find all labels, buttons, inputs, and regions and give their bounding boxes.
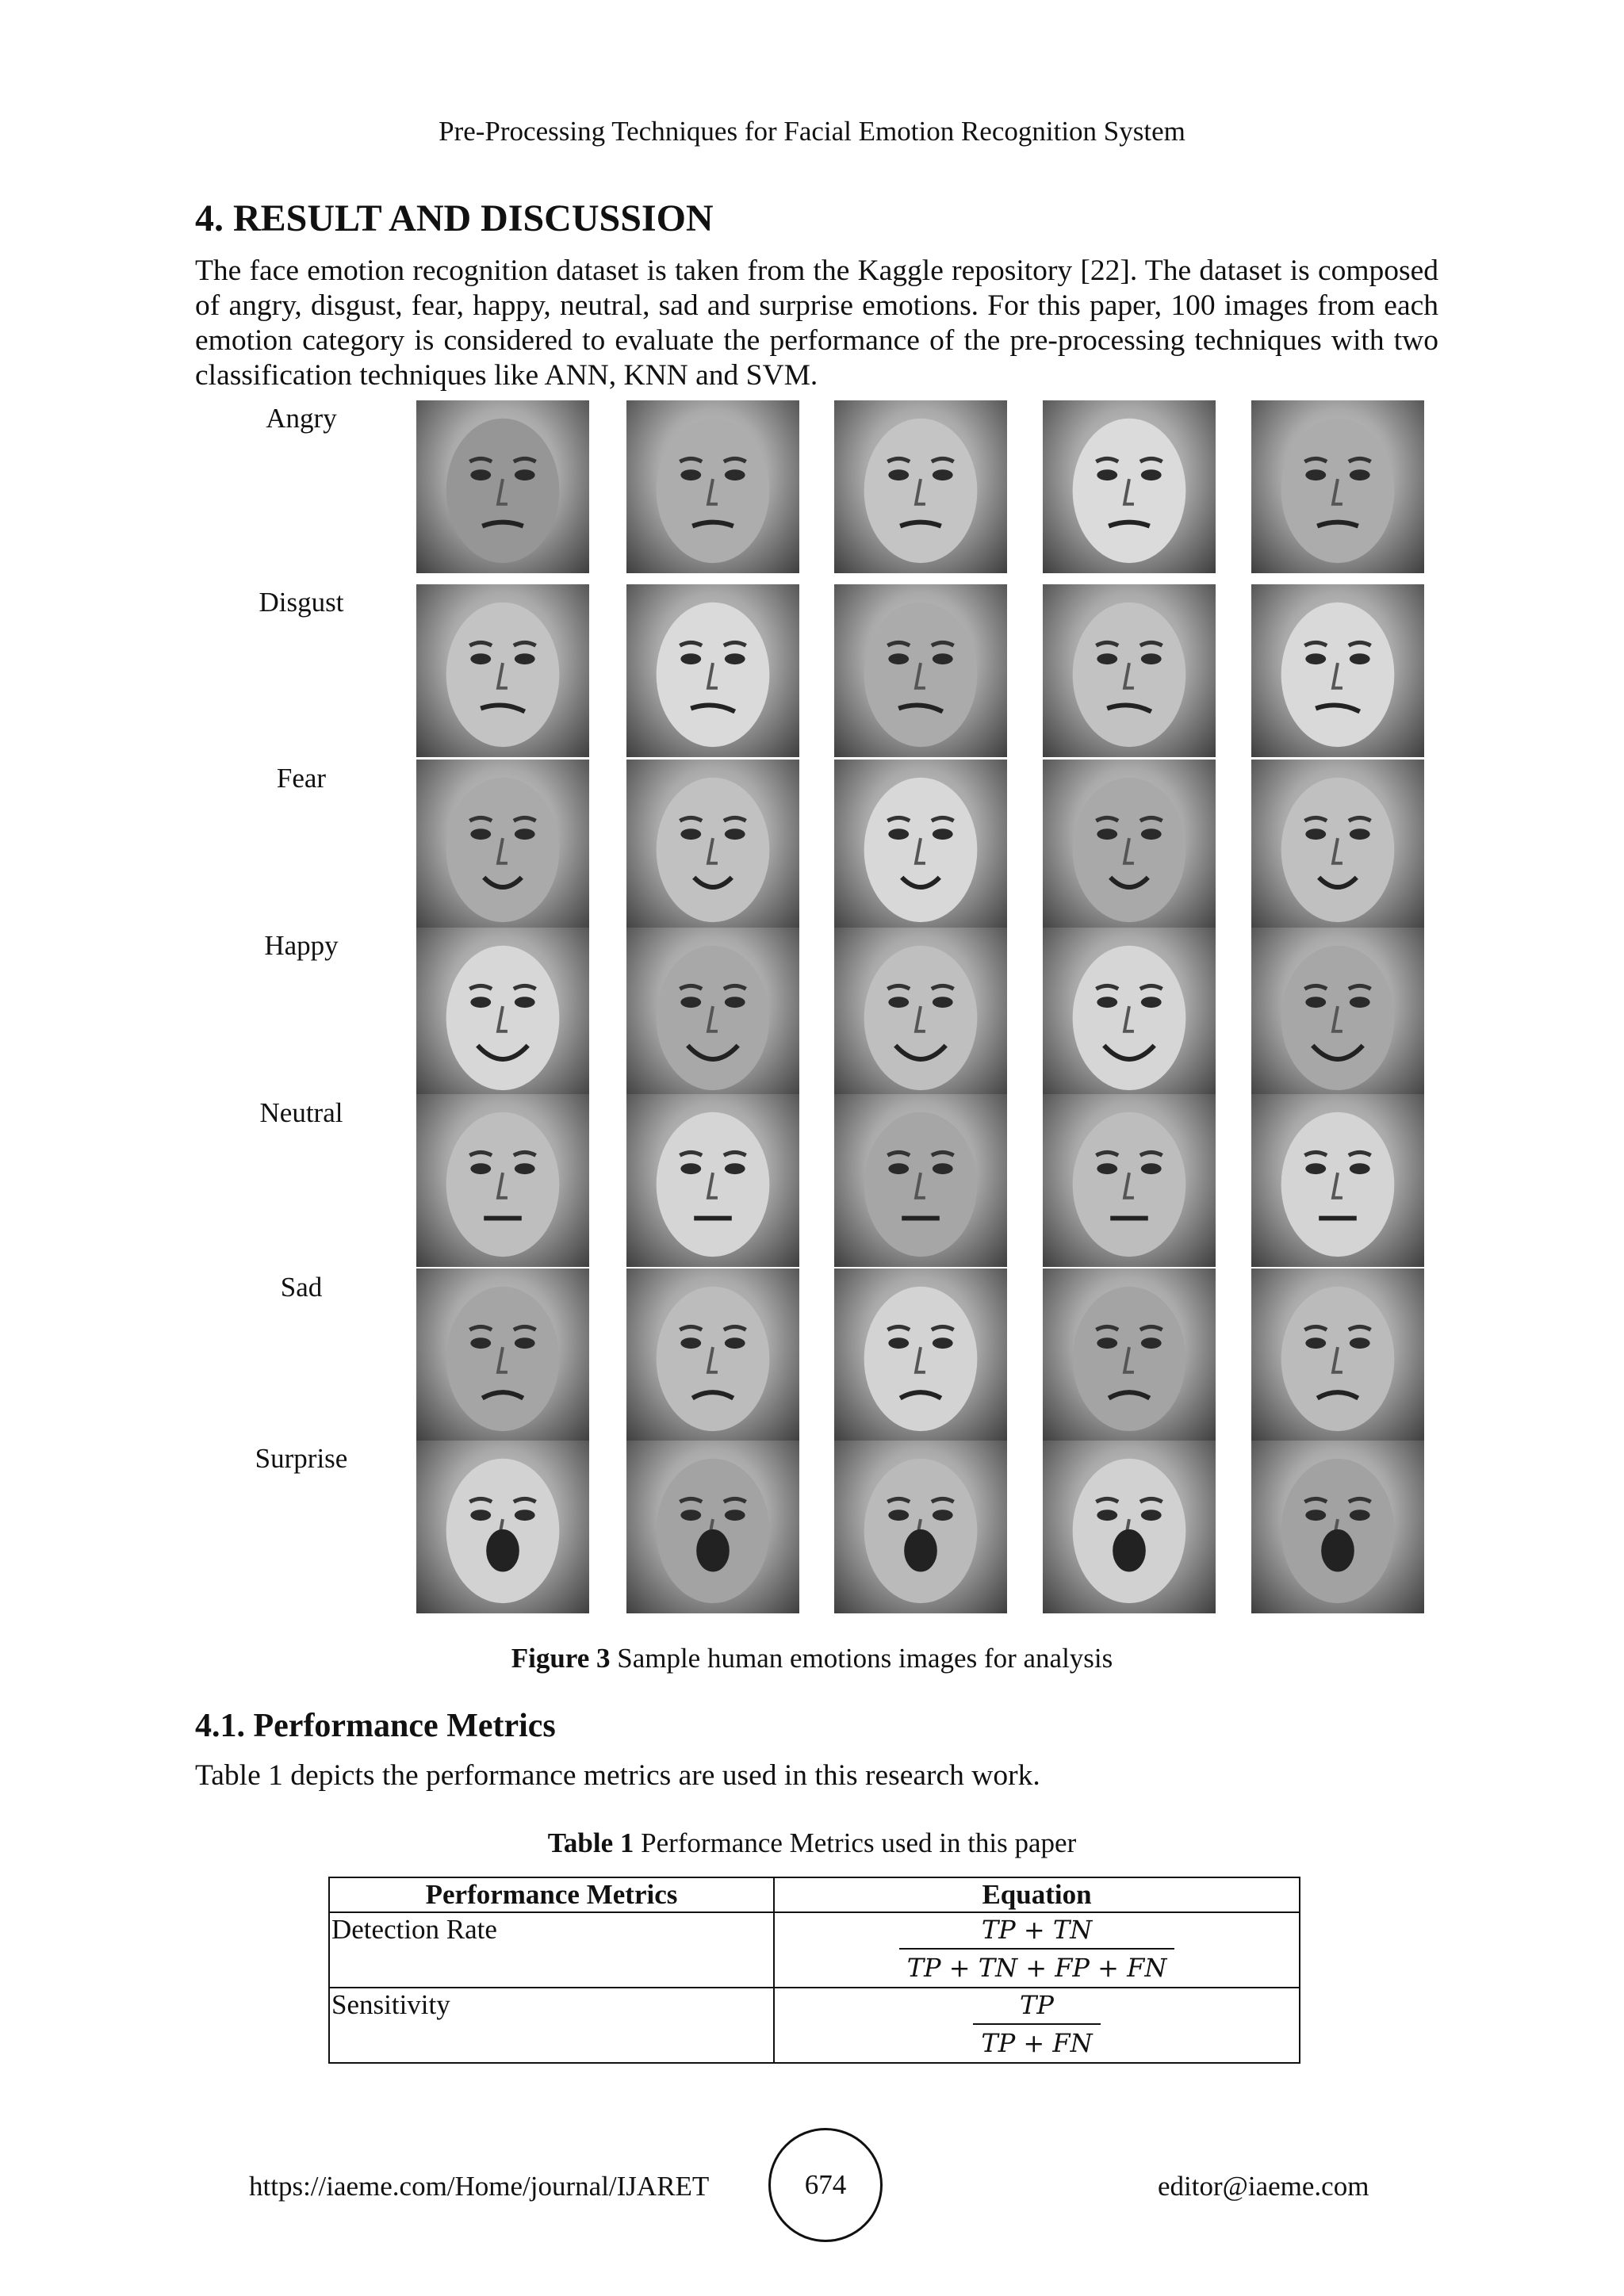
face-image-neutral xyxy=(626,1094,799,1267)
face-image-sad xyxy=(1251,1269,1424,1441)
face-image-disgust xyxy=(834,584,1007,757)
face-image-angry xyxy=(1251,400,1424,573)
metric-equation xyxy=(774,1988,1300,2063)
footer-email: editor@iaeme.com xyxy=(1158,2171,1369,2202)
table-header-row xyxy=(329,1877,1300,1912)
face-image-angry xyxy=(416,400,589,573)
face-image-sad xyxy=(626,1269,799,1441)
face-image-fear xyxy=(834,760,1007,932)
fraction-denominator: TP + FN xyxy=(973,2023,1100,2058)
face-image-fear xyxy=(626,760,799,932)
face-image-disgust xyxy=(1251,584,1424,757)
fraction-denominator: TP + TN + FP + FN xyxy=(899,1948,1175,1983)
face-image-disgust xyxy=(416,584,589,757)
face-image-angry xyxy=(1043,400,1216,573)
face-image-neutral xyxy=(834,1094,1007,1267)
face-image-disgust xyxy=(626,584,799,757)
face-image-sad xyxy=(834,1269,1007,1441)
face-image-sad xyxy=(416,1269,589,1441)
table-row xyxy=(329,1988,1300,2063)
fraction-numerator: TP xyxy=(1020,1990,1054,2020)
footer-url: https://iaeme.com/Home/journal/IJARET xyxy=(249,2171,710,2202)
face-image-surprise xyxy=(416,1441,589,1613)
table-header-equation: Equation xyxy=(774,1877,1300,1912)
subsection-paragraph: Table 1 depicts the performance metrics are used in this research work. xyxy=(195,1759,1040,1792)
face-image-angry xyxy=(834,400,1007,573)
face-image-fear xyxy=(1043,760,1216,932)
row-label-surprise: Surprise xyxy=(255,1443,348,1474)
table-caption-label: Table 1 xyxy=(547,1827,634,1858)
table-header-metric: Performance Metrics xyxy=(329,1877,774,1912)
face-image-fear xyxy=(1251,760,1424,932)
face-image-happy xyxy=(1251,928,1424,1100)
face-image-fear xyxy=(416,760,589,932)
metric-name: Detection Rate xyxy=(329,1912,774,1988)
fraction xyxy=(973,1990,1100,2058)
figure-caption xyxy=(0,1643,1624,1674)
face-image-angry xyxy=(626,400,799,573)
page-number-text: 674 xyxy=(804,2169,847,2200)
figure-caption-label: Figure 3 xyxy=(511,1643,611,1674)
running-header: Pre-Processing Techniques for Facial Emotion Recognition System xyxy=(439,116,1185,147)
face-image-disgust xyxy=(1043,584,1216,757)
face-image-surprise xyxy=(626,1441,799,1613)
fraction xyxy=(899,1915,1175,1983)
face-image-surprise xyxy=(834,1441,1007,1613)
row-label-fear: Fear xyxy=(276,763,327,794)
page-number xyxy=(768,2128,883,2242)
fraction-numerator: TP + TN xyxy=(981,1915,1093,1945)
table-row xyxy=(329,1912,1300,1988)
section-paragraph: The face emotion recognition dataset is taken from the Kaggle repository [22]. The dataset is composed of angry, disgust, fear, happy, neutral, sad and surprise emotions. For this paper, 100 images from each emotion category is considered to evaluate the performance of the pre-processing techniques with two classification techniques like ANN, KNN and SVM. xyxy=(195,254,1438,392)
table-caption xyxy=(0,1827,1624,1859)
metric-equation xyxy=(774,1912,1300,1988)
face-image-sad xyxy=(1043,1269,1216,1441)
face-image-happy xyxy=(416,928,589,1100)
face-image-neutral xyxy=(416,1094,589,1267)
face-image-neutral xyxy=(1251,1094,1424,1267)
row-label-neutral: Neutral xyxy=(259,1097,343,1128)
face-image-neutral xyxy=(1043,1094,1216,1267)
face-image-happy xyxy=(834,928,1007,1100)
metric-name: Sensitivity xyxy=(329,1988,774,2063)
face-image-happy xyxy=(1043,928,1216,1100)
face-image-surprise xyxy=(1251,1441,1424,1613)
section-title: 4. RESULT AND DISCUSSION xyxy=(195,197,714,239)
performance-metrics-table xyxy=(328,1877,1300,2064)
row-label-happy: Happy xyxy=(264,930,339,961)
table-caption-text: Performance Metrics used in this paper xyxy=(634,1827,1077,1858)
row-label-sad: Sad xyxy=(280,1272,323,1303)
row-label-angry: Angry xyxy=(266,403,337,434)
face-image-surprise xyxy=(1043,1441,1216,1613)
subsection-title: 4.1. Performance Metrics xyxy=(195,1708,556,1744)
row-label-disgust: Disgust xyxy=(259,587,344,618)
figure-caption-text: Sample human emotions images for analysis xyxy=(610,1643,1113,1674)
face-image-happy xyxy=(626,928,799,1100)
